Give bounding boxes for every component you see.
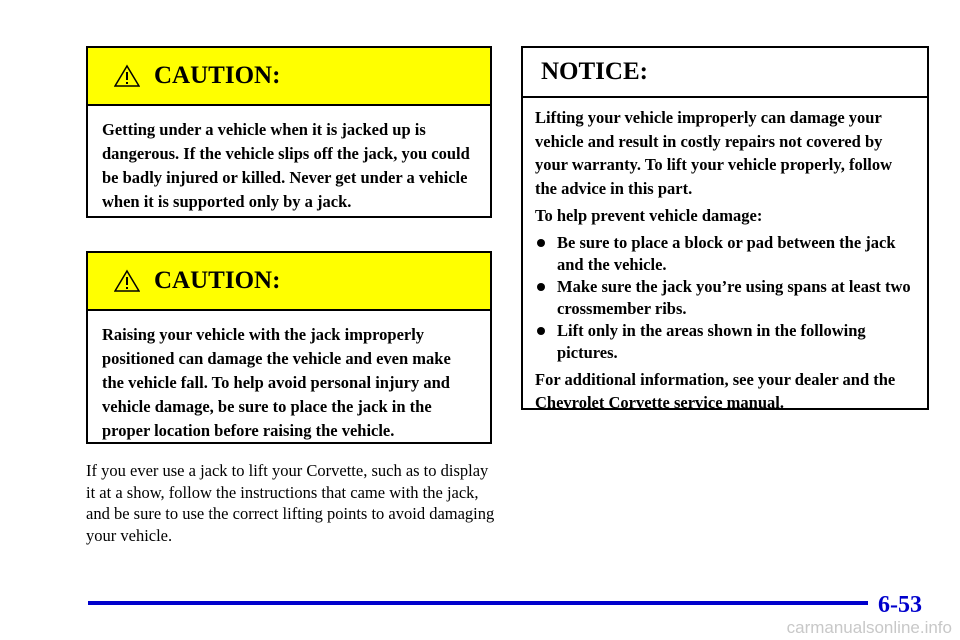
- notice-closing: For additional information, see your dealer and the Chevrolet Corvette service manual.: [535, 369, 896, 412]
- bullet-icon: [537, 283, 545, 291]
- jack-instructions-paragraph: If you ever use a jack to lift your Corvette, such as to display it at a show, follow the instructions that came with the jack, and be sure to use the correct lifting points to avoid damaging your vehicle.: [86, 461, 495, 545]
- notice-body: [523, 98, 927, 415]
- warning-triangle-icon: [114, 269, 140, 293]
- bullet-text: Lift only in the areas shown in the following pictures.: [557, 320, 866, 362]
- list-item: [535, 320, 915, 364]
- notice-lead: To help prevent vehicle damage:: [535, 206, 763, 225]
- caution-text-2: Raising your vehicle with the jack improperly positioned can damage the vehicle and even make the vehicle fall. To help avoid personal injury and vehicle damage, be sure to place the jack in the proper location before raising the vehicle.: [102, 325, 451, 440]
- caution-title-2: CAUTION:: [154, 267, 281, 294]
- footer-rule: [88, 601, 868, 605]
- notice-intro: Lifting your vehicle improperly can damage your vehicle and result in costly repairs not covered by your warranty. To lift your vehicle properly, follow the advice in this part.: [535, 108, 893, 198]
- caution-text-1: Getting under a vehicle when it is jacked up is dangerous. If the vehicle slips off the jack, you could be badly injured or killed. Never get under a vehicle when it is supported only by a jack.: [102, 120, 470, 211]
- notice-box: [521, 46, 929, 410]
- list-item: [535, 276, 915, 320]
- list-item: [535, 232, 915, 276]
- caution-header-2: [88, 253, 490, 311]
- notice-header: [523, 48, 927, 98]
- caution-box-1: [86, 46, 492, 218]
- page-number: 6-53: [878, 592, 922, 618]
- bullet-text: Make sure the jack you’re using spans at least two crossmember ribs.: [557, 276, 911, 318]
- bullet-text: Be sure to place a block or pad between the jack and the vehicle.: [557, 232, 896, 274]
- caution-header-1: [88, 48, 490, 106]
- bullet-icon: [537, 327, 545, 335]
- bullet-icon: [537, 239, 545, 247]
- notice-bullet-list: [535, 232, 915, 364]
- caution-box-2: [86, 251, 492, 444]
- caution-title-1: CAUTION:: [154, 62, 281, 89]
- warning-triangle-icon: [114, 64, 140, 88]
- watermark: carmanualsonline.info: [786, 618, 952, 637]
- notice-title: NOTICE:: [541, 58, 648, 85]
